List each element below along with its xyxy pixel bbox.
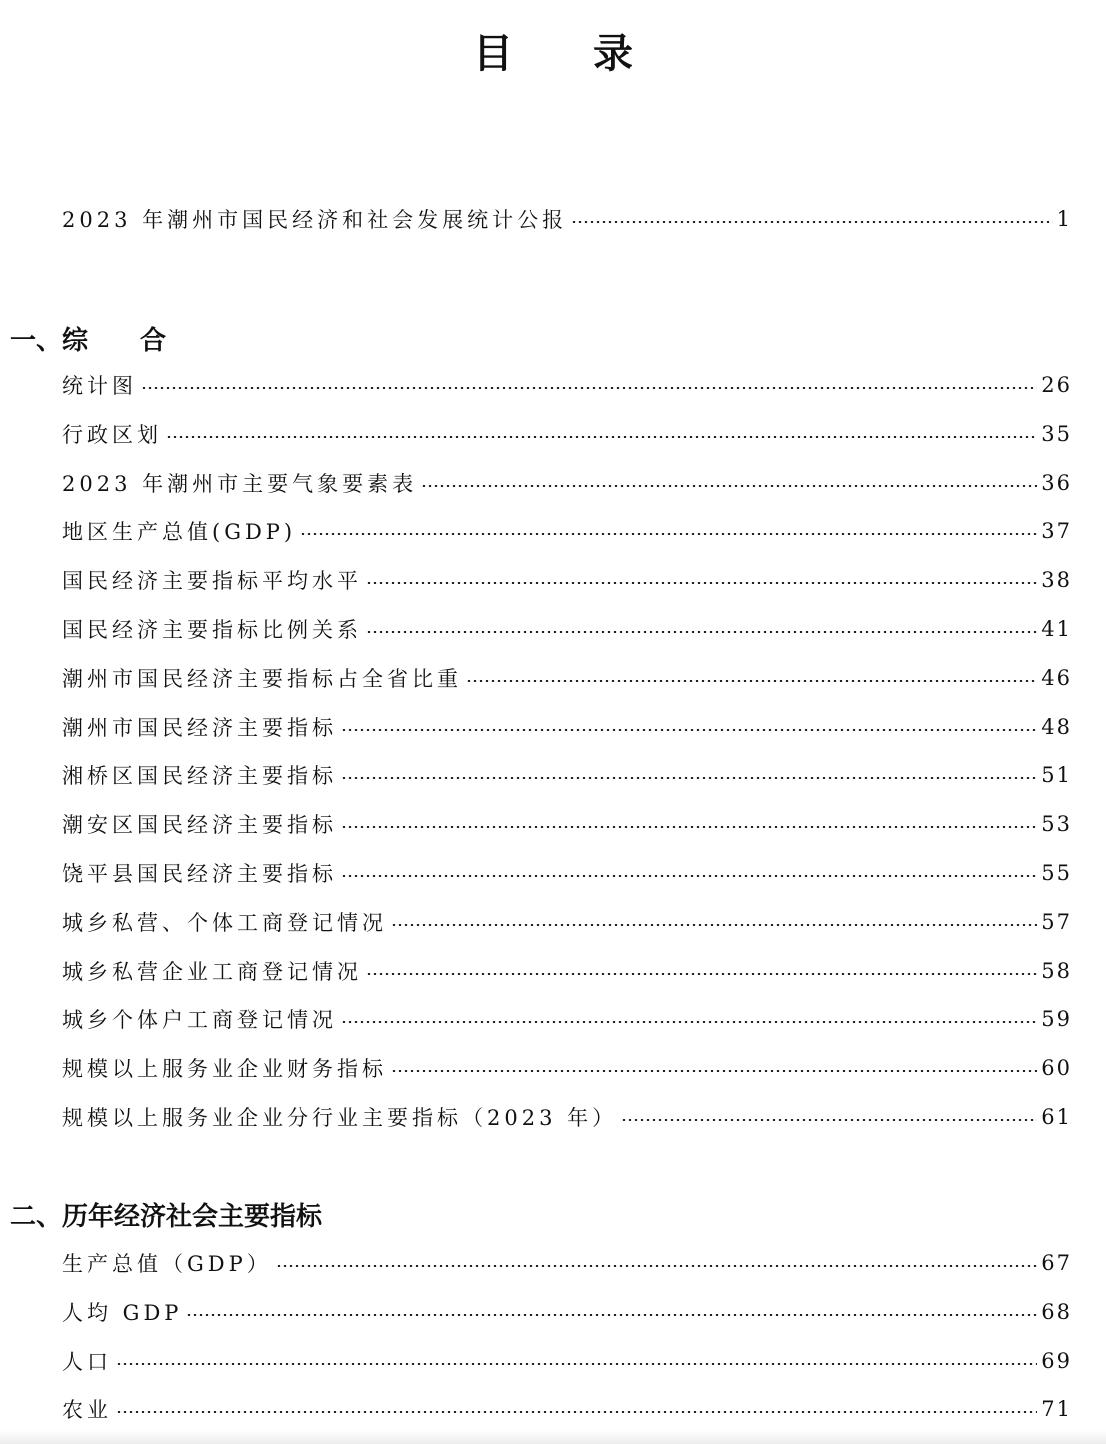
toc-page-number: 69 bbox=[1041, 1349, 1072, 1373]
dot-leader bbox=[141, 387, 1037, 389]
dot-leader bbox=[341, 729, 1037, 731]
toc-page-number: 35 bbox=[1041, 422, 1072, 446]
dot-leader bbox=[166, 436, 1037, 438]
toc-entry[interactable] bbox=[62, 1102, 1072, 1132]
toc-entry-label: 城乡私营、个体工商登记情况 bbox=[62, 911, 387, 935]
toc-page-number: 60 bbox=[1041, 1056, 1072, 1080]
toc-page-number: 67 bbox=[1041, 1251, 1072, 1275]
toc-entry[interactable] bbox=[62, 1248, 1072, 1278]
dot-leader bbox=[116, 1363, 1037, 1365]
toc-entry-label: 国民经济主要指标比例关系 bbox=[62, 618, 362, 642]
toc-entry-label: 生产总值（GDP） bbox=[62, 1252, 272, 1276]
toc-entry-label: 国民经济主要指标平均水平 bbox=[62, 569, 362, 593]
toc-entry-label: 城乡私营企业工商登记情况 bbox=[62, 960, 362, 984]
toc-entry[interactable] bbox=[62, 1394, 1072, 1424]
page-bottom-shadow bbox=[0, 1430, 1106, 1444]
toc-entry[interactable] bbox=[62, 614, 1072, 644]
toc-page-number: 53 bbox=[1041, 812, 1072, 836]
dot-leader bbox=[366, 582, 1037, 584]
toc-entry[interactable] bbox=[62, 760, 1072, 790]
dot-leader bbox=[571, 221, 1053, 223]
toc-entry-label: 潮州市国民经济主要指标 bbox=[62, 716, 337, 740]
dot-leader bbox=[466, 680, 1037, 682]
toc-entry-label: 饶平县国民经济主要指标 bbox=[62, 862, 337, 886]
toc-page-number: 68 bbox=[1041, 1300, 1072, 1324]
toc-entry[interactable] bbox=[62, 956, 1072, 986]
toc-page-number: 1 bbox=[1056, 207, 1072, 231]
toc-page-number: 46 bbox=[1041, 666, 1072, 690]
toc-entry-label: 人均 GDP bbox=[62, 1301, 183, 1325]
toc-page-number: 41 bbox=[1041, 617, 1072, 641]
toc-entry[interactable] bbox=[62, 1297, 1072, 1327]
dot-leader bbox=[341, 875, 1037, 877]
toc-entry[interactable] bbox=[62, 370, 1072, 400]
toc-page-number: 57 bbox=[1041, 910, 1072, 934]
toc-entry-label: 湘桥区国民经济主要指标 bbox=[62, 764, 337, 788]
page-title: 目 录 bbox=[473, 31, 633, 77]
toc-entry-label: 规模以上服务业企业财务指标 bbox=[62, 1057, 387, 1081]
toc-entry[interactable] bbox=[62, 1346, 1072, 1376]
toc-entry-label: 城乡个体户工商登记情况 bbox=[62, 1008, 337, 1032]
dot-leader bbox=[116, 1411, 1037, 1413]
toc-entry[interactable] bbox=[62, 1053, 1072, 1083]
toc-entry-label: 潮州市国民经济主要指标占全省比重 bbox=[62, 667, 462, 691]
toc-entry[interactable] bbox=[62, 468, 1072, 498]
toc-page-number: 61 bbox=[1041, 1105, 1072, 1129]
dot-leader bbox=[421, 485, 1037, 487]
dot-leader bbox=[366, 631, 1037, 633]
toc-entry[interactable] bbox=[62, 858, 1072, 888]
toc-entry[interactable] bbox=[62, 565, 1072, 595]
toc-entry-label: 地区生产总值(GDP) bbox=[62, 520, 297, 544]
toc-page-number: 37 bbox=[1041, 519, 1072, 543]
toc-entry[interactable] bbox=[62, 907, 1072, 937]
dot-leader bbox=[341, 826, 1037, 828]
toc-page-number: 58 bbox=[1041, 959, 1072, 983]
toc-page-number: 38 bbox=[1041, 568, 1072, 592]
toc-page-number: 26 bbox=[1041, 373, 1072, 397]
toc-entry-label: 2023 年潮州市主要气象要素表 bbox=[62, 472, 418, 496]
dot-leader bbox=[276, 1265, 1038, 1267]
toc-entry[interactable] bbox=[62, 419, 1072, 449]
dot-leader bbox=[621, 1119, 1037, 1121]
toc-page-number: 51 bbox=[1041, 763, 1072, 787]
section-heading-comprehensive: 一、综 合 bbox=[10, 326, 167, 356]
toc-entry-label: 人口 bbox=[62, 1350, 112, 1374]
toc-page-number: 48 bbox=[1041, 715, 1072, 739]
toc-entry-label: 规模以上服务业企业分行业主要指标（2023 年） bbox=[62, 1106, 618, 1130]
dot-leader bbox=[300, 533, 1037, 535]
toc-entry-label: 农业 bbox=[62, 1398, 112, 1422]
toc-entry[interactable] bbox=[62, 809, 1072, 839]
dot-leader bbox=[341, 1021, 1037, 1023]
dot-leader bbox=[391, 1070, 1037, 1072]
toc-entry-label: 潮安区国民经济主要指标 bbox=[62, 813, 337, 837]
dot-leader bbox=[186, 1314, 1037, 1316]
dot-leader bbox=[366, 973, 1037, 975]
toc-entry-label: 统计图 bbox=[62, 374, 137, 398]
toc-entry-label: 2023 年潮州市国民经济和社会发展统计公报 bbox=[62, 208, 568, 232]
toc-entry[interactable] bbox=[62, 663, 1072, 693]
toc-page-number: 36 bbox=[1041, 471, 1072, 495]
toc-entry[interactable] bbox=[62, 516, 1072, 546]
toc-entry-bulletin[interactable] bbox=[62, 204, 1072, 234]
toc-entry[interactable] bbox=[62, 1004, 1072, 1034]
toc-page-number: 71 bbox=[1041, 1397, 1072, 1421]
toc-entry[interactable] bbox=[62, 712, 1072, 742]
dot-leader bbox=[391, 924, 1037, 926]
toc-page-number: 55 bbox=[1041, 861, 1072, 885]
section-heading-historical-indicators: 二、历年经济社会主要指标 bbox=[10, 1202, 323, 1232]
toc-page-number: 59 bbox=[1041, 1007, 1072, 1031]
toc-entry-label: 行政区划 bbox=[62, 423, 162, 447]
dot-leader bbox=[341, 777, 1037, 779]
